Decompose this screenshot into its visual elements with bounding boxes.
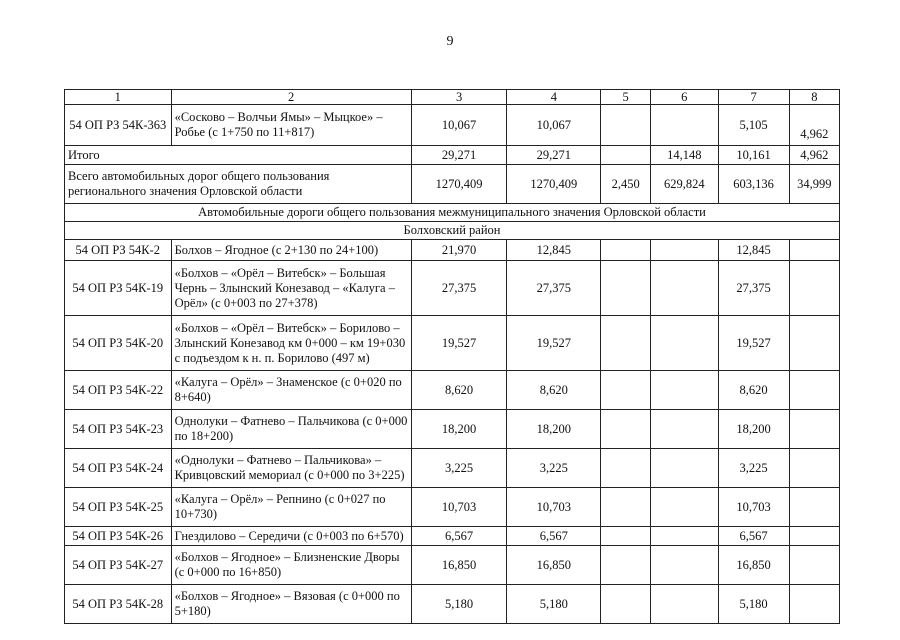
cell-col-3: 5,180 bbox=[411, 585, 507, 624]
cell-col-7: 5,105 bbox=[718, 105, 789, 146]
cell-col-4: 8,620 bbox=[507, 371, 601, 410]
cell-col-8 bbox=[789, 488, 839, 527]
road-code: 54 ОП РЗ 54К-23 bbox=[65, 410, 172, 449]
cell-col-4: 10,067 bbox=[507, 105, 601, 146]
road-name: «Сосково – Волчьи Ямы» – Мыцкое» – Робье (с 1+750 по 11+817) bbox=[171, 105, 411, 146]
cell-col-4: 19,527 bbox=[507, 316, 601, 371]
cell-col-7: 19,527 bbox=[718, 316, 789, 371]
table-row bbox=[65, 449, 840, 488]
section-row bbox=[65, 204, 840, 222]
road-code: 54 ОП РЗ 54К-27 bbox=[65, 546, 172, 585]
road-code: 54 ОП РЗ 54К-26 bbox=[65, 527, 172, 546]
header-col-6: 6 bbox=[651, 90, 718, 105]
table-row bbox=[65, 371, 840, 410]
header-col-3: 3 bbox=[411, 90, 507, 105]
cell-col-8 bbox=[789, 240, 839, 261]
cell-col-5 bbox=[601, 316, 651, 371]
cell-col-8 bbox=[789, 527, 839, 546]
cell-col-6 bbox=[651, 105, 718, 146]
cell-col-3: 3,225 bbox=[411, 449, 507, 488]
table-row bbox=[65, 240, 840, 261]
cell-col-4: 5,180 bbox=[507, 585, 601, 624]
total-label: Всего автомобильных дорог общего пользования регионального значения Орловской области bbox=[65, 165, 412, 204]
cell-col-4: 27,375 bbox=[507, 261, 601, 316]
cell-col-5 bbox=[601, 261, 651, 316]
cell-col-5 bbox=[601, 240, 651, 261]
header-col-4: 4 bbox=[507, 90, 601, 105]
cell-col-6 bbox=[651, 488, 718, 527]
road-name: «Калуга – Орёл» – Знаменское (с 0+020 по 8+640) bbox=[171, 371, 411, 410]
cell-col-8 bbox=[789, 585, 839, 624]
road-name: «Однолуки – Фатнево – Пальчикова» – Кривцовский мемориал (с 0+000 по 3+225) bbox=[171, 449, 411, 488]
cell-col-3: 19,527 bbox=[411, 316, 507, 371]
cell-col-5 bbox=[601, 410, 651, 449]
cell-col-4: 3,225 bbox=[507, 449, 601, 488]
cell-col-8 bbox=[789, 371, 839, 410]
cell-col-7: 8,620 bbox=[718, 371, 789, 410]
cell-col-7: 3,225 bbox=[718, 449, 789, 488]
table-row bbox=[65, 488, 840, 527]
header-col-1: 1 bbox=[65, 90, 172, 105]
road-code: 54 ОП РЗ 54К-363 bbox=[65, 105, 172, 146]
cell-col-3: 27,375 bbox=[411, 261, 507, 316]
total-col-4: 1270,409 bbox=[507, 165, 601, 204]
itogo-row bbox=[65, 146, 840, 165]
cell-col-8 bbox=[789, 316, 839, 371]
table-row bbox=[65, 585, 840, 624]
itogo-col-4: 29,271 bbox=[507, 146, 601, 165]
header-col-8: 8 bbox=[789, 90, 839, 105]
cell-col-8 bbox=[789, 261, 839, 316]
page-number: 9 bbox=[446, 34, 454, 49]
cell-col-7: 27,375 bbox=[718, 261, 789, 316]
cell-col-7: 6,567 bbox=[718, 527, 789, 546]
cell-col-4: 6,567 bbox=[507, 527, 601, 546]
road-name: Болхов – Ягодное (с 2+130 по 24+100) bbox=[171, 240, 411, 261]
header-col-2: 2 bbox=[171, 90, 411, 105]
road-name: «Болхов – Ягодное» – Близненские Дворы (с 0+000 по 16+850) bbox=[171, 546, 411, 585]
cell-col-5 bbox=[601, 371, 651, 410]
cell-col-3: 8,620 bbox=[411, 371, 507, 410]
itogo-col-6: 14,148 bbox=[651, 146, 718, 165]
table-header-row bbox=[65, 90, 840, 105]
total-col-7: 603,136 bbox=[718, 165, 789, 204]
cell-col-5 bbox=[601, 488, 651, 527]
cell-col-6 bbox=[651, 371, 718, 410]
table-row bbox=[65, 105, 840, 146]
cell-col-5 bbox=[601, 546, 651, 585]
road-name: «Калуга – Орёл» – Репнино (с 0+027 по 10+730) bbox=[171, 488, 411, 527]
total-col-8: 34,999 bbox=[789, 165, 839, 204]
cell-col-6 bbox=[651, 316, 718, 371]
cell-col-7: 18,200 bbox=[718, 410, 789, 449]
road-name: «Болхов – «Орёл – Витебск» – Борилово – Злынский Конезавод км 0+000 – км 19+030 с подъездом к н. п. Борилово (497 м) bbox=[171, 316, 411, 371]
cell-col-7: 16,850 bbox=[718, 546, 789, 585]
cell-col-4: 16,850 bbox=[507, 546, 601, 585]
road-code: 54 ОП РЗ 54К-24 bbox=[65, 449, 172, 488]
road-name: «Болхов – «Орёл – Витебск» – Большая Чернь – Злынский Конезавод – «Калуга – Орёл» (с 0+003 по 27+378) bbox=[171, 261, 411, 316]
road-name: «Болхов – Ягодное» – Вязовая (с 0+000 по 5+180) bbox=[171, 585, 411, 624]
road-code: 54 ОП РЗ 54К-20 bbox=[65, 316, 172, 371]
cell-col-4: 12,845 bbox=[507, 240, 601, 261]
table-row bbox=[65, 410, 840, 449]
cell-col-5 bbox=[601, 105, 651, 146]
roads-table bbox=[64, 89, 840, 624]
itogo-col-5 bbox=[601, 146, 651, 165]
cell-col-8 bbox=[789, 546, 839, 585]
road-code: 54 ОП РЗ 54К-28 bbox=[65, 585, 172, 624]
cell-col-3: 6,567 bbox=[411, 527, 507, 546]
district-title: Болховский район bbox=[65, 222, 840, 240]
cell-col-6 bbox=[651, 261, 718, 316]
road-name: Гнездилово – Середичи (с 0+003 по 6+570) bbox=[171, 527, 411, 546]
cell-col-3: 10,703 bbox=[411, 488, 507, 527]
table-row bbox=[65, 527, 840, 546]
cell-col-7: 10,703 bbox=[718, 488, 789, 527]
cell-col-5 bbox=[601, 585, 651, 624]
cell-col-8 bbox=[789, 410, 839, 449]
itogo-label: Итого bbox=[65, 146, 412, 165]
cell-col-6 bbox=[651, 449, 718, 488]
cell-col-7: 12,845 bbox=[718, 240, 789, 261]
table-row bbox=[65, 546, 840, 585]
cell-col-7: 5,180 bbox=[718, 585, 789, 624]
cell-col-6 bbox=[651, 410, 718, 449]
cell-col-4: 10,703 bbox=[507, 488, 601, 527]
cell-col-3: 10,067 bbox=[411, 105, 507, 146]
road-code: 54 ОП РЗ 54К-2 bbox=[65, 240, 172, 261]
road-code: 54 ОП РЗ 54К-25 bbox=[65, 488, 172, 527]
table-row bbox=[65, 316, 840, 371]
table-row bbox=[65, 261, 840, 316]
header-col-5: 5 bbox=[601, 90, 651, 105]
cell-col-5 bbox=[601, 527, 651, 546]
cell-col-6 bbox=[651, 585, 718, 624]
itogo-col-3: 29,271 bbox=[411, 146, 507, 165]
road-code: 54 ОП РЗ 54К-19 bbox=[65, 261, 172, 316]
road-name: Однолуки – Фатнево – Пальчикова (с 0+000 по 18+200) bbox=[171, 410, 411, 449]
header-col-7: 7 bbox=[718, 90, 789, 105]
cell-col-6 bbox=[651, 546, 718, 585]
cell-col-6 bbox=[651, 240, 718, 261]
cell-col-8 bbox=[789, 449, 839, 488]
road-code: 54 ОП РЗ 54К-22 bbox=[65, 371, 172, 410]
cell-col-4: 18,200 bbox=[507, 410, 601, 449]
cell-col-3: 18,200 bbox=[411, 410, 507, 449]
cell-col-6 bbox=[651, 527, 718, 546]
total-col-5: 2,450 bbox=[601, 165, 651, 204]
itogo-col-8: 4,962 bbox=[789, 146, 839, 165]
cell-col-8: 4,962 bbox=[789, 105, 839, 146]
total-col-3: 1270,409 bbox=[411, 165, 507, 204]
district-row bbox=[65, 222, 840, 240]
cell-col-3: 21,970 bbox=[411, 240, 507, 261]
cell-col-3: 16,850 bbox=[411, 546, 507, 585]
total-row bbox=[65, 165, 840, 204]
itogo-col-7: 10,161 bbox=[718, 146, 789, 165]
section-title: Автомобильные дороги общего пользования межмуниципального значения Орловской области bbox=[65, 204, 840, 222]
total-col-6: 629,824 bbox=[651, 165, 718, 204]
cell-col-5 bbox=[601, 449, 651, 488]
